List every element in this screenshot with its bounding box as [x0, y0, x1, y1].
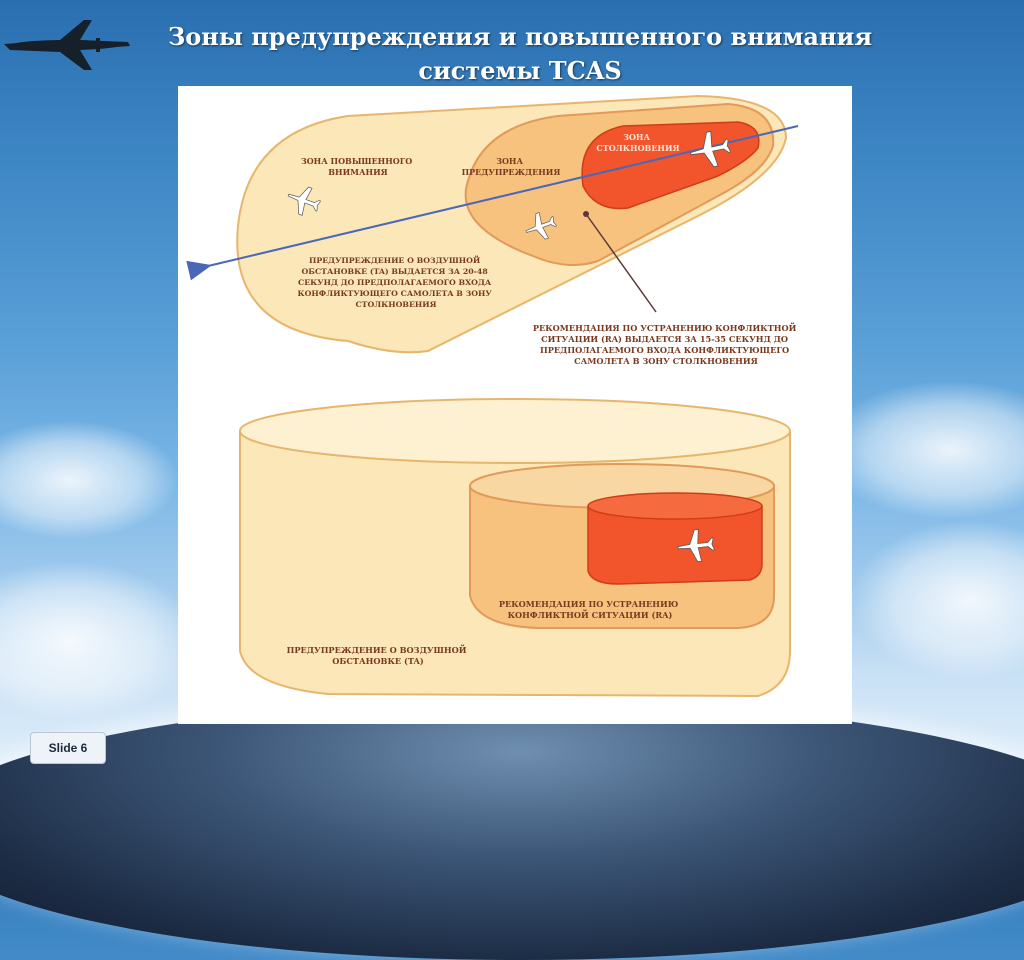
ra-cylinder-label [499, 599, 681, 620]
ta-note-line: ОБСТАНОВКЕ (TA) ВЫДАЕТСЯ ЗА 20-48 [301, 267, 488, 276]
ra-cylinder-label-line: РЕКОМЕНДАЦИЯ ПО УСТРАНЕНИЮ [498, 599, 679, 609]
tcas-diagram-panel [178, 86, 852, 724]
sky-cloud [0, 420, 180, 540]
ta-cylinder-label-line: ПРЕДУПРЕЖДЕНИЕ О ВОЗДУШНОЙ [286, 645, 467, 655]
slide-number-badge: Slide 6 [30, 732, 106, 764]
warning-zone-label-line: ЗОНА [496, 156, 524, 166]
ta-note-line: СТОЛКНОВЕНИЯ [355, 300, 437, 309]
ta-note-line: ПРЕДУПРЕЖДЕНИЕ О ВОЗДУШНОЙ [309, 256, 481, 265]
sky-cloud [850, 520, 1024, 680]
ra-note-line: СИТУАЦИИ (RA) ВЫДАЕТСЯ ЗА 15-35 СЕКУНД ДО [541, 334, 789, 344]
ta-note-line: КОНФЛИКТУЮЩЕГО САМОЛЕТА В ЗОНУ [297, 289, 492, 298]
collision-zone-label-line: СТОЛКНОВЕНИЯ [596, 143, 680, 153]
title-line-1: Зоны предупреждения и повышенного внимания [167, 22, 873, 51]
ta-note-line: СЕКУНД ДО ПРЕДПОЛАГАЕМОГО ВХОДА [298, 278, 492, 287]
tcas-zones-diagram [178, 86, 852, 724]
ra-note-line: САМОЛЕТА В ЗОНУ СТОЛКНОВЕНИЯ [574, 356, 758, 366]
sky-cloud [0, 560, 200, 720]
ra-note-line: РЕКОМЕНДАЦИЯ ПО УСТРАНЕНИЮ КОНФЛИКТНОЙ [532, 323, 797, 333]
page-title [130, 20, 910, 88]
collision-zone-label-line: ЗОНА [623, 132, 651, 142]
attention-zone-label-line: ВНИМАНИЯ [328, 167, 388, 177]
ta-cylinder-top [240, 399, 790, 463]
ta-cylinder-label-line: ОБСТАНОВКЕ (TA) [332, 656, 424, 666]
ra-note [533, 323, 799, 366]
ra-note-line: ПРЕДПОЛАГАЕМОГО ВХОДА КОНФЛИКТУЮЩЕГО [539, 345, 790, 355]
collision-block-top [588, 493, 762, 519]
title-line-2: системы TCAS [418, 56, 622, 85]
ra-pointer-dot [583, 211, 589, 217]
attention-zone-label-line: ЗОНА ПОВЫШЕННОГО [300, 156, 413, 166]
warning-zone-label-line: ПРЕДУПРЕЖДЕНИЯ [461, 167, 561, 177]
airplane-logo-icon [0, 12, 132, 74]
ra-cylinder-label-line: КОНФЛИКТНОЙ СИТУАЦИИ (RA) [507, 610, 673, 620]
earth-horizon [0, 700, 1024, 960]
